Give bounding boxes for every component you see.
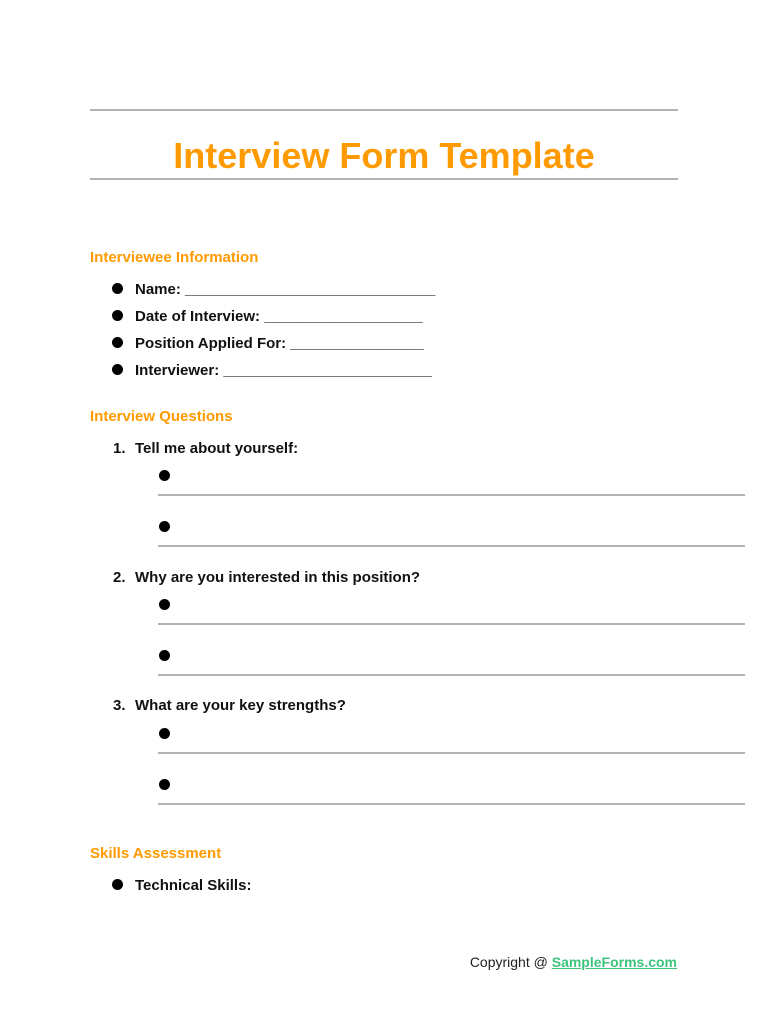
answer-line [158,462,745,496]
bullet-icon [112,310,123,321]
bullet-icon [112,283,123,294]
question-number: 1. [113,440,126,457]
bullet-icon [159,470,170,481]
field-interviewer: Interviewer: _________________________ [135,362,432,379]
section-heading-interviewee: Interviewee Information [90,249,259,266]
bullet-icon [159,650,170,661]
question-text: Tell me about yourself: [135,440,299,457]
bullet-icon [159,599,170,610]
bullet-icon [112,364,123,375]
answer-line [158,591,745,625]
section-heading-questions: Interview Questions [90,408,233,425]
top-divider [90,109,678,111]
field-name: Name: ______________________________ [135,281,436,298]
list-item [112,307,423,327]
answer-line [158,642,745,676]
copyright-footer [470,952,677,972]
copyright-text: Copyright @ [469,954,552,970]
section-heading-skills: Skills Assessment [90,845,222,862]
list-item [112,280,435,300]
bullet-icon [159,521,170,532]
list-item [112,876,251,896]
list-item [112,334,424,354]
question-number: 2. [113,569,126,586]
question-2 [113,568,420,588]
sampleforms-link[interactable]: SampleForms.com [551,954,677,970]
question-1 [113,439,298,459]
page-title: Interview Form Template [173,135,595,176]
bullet-icon [112,879,123,890]
question-text: Why are you interested in this position? [135,569,421,586]
answer-line [158,771,745,805]
field-technical-skills: Technical Skills: [135,877,252,894]
question-3 [113,696,346,716]
field-date-of-interview: Date of Interview: ___________________ [135,308,423,325]
answer-line [158,720,745,754]
list-item [112,361,432,381]
field-position-applied: Position Applied For: ________________ [135,335,424,352]
question-text: What are your key strengths? [135,697,346,714]
bullet-icon [159,728,170,739]
bullet-icon [112,337,123,348]
answer-line [158,513,745,547]
title-divider [90,178,678,180]
question-number: 3. [113,697,126,714]
bullet-icon [159,779,170,790]
